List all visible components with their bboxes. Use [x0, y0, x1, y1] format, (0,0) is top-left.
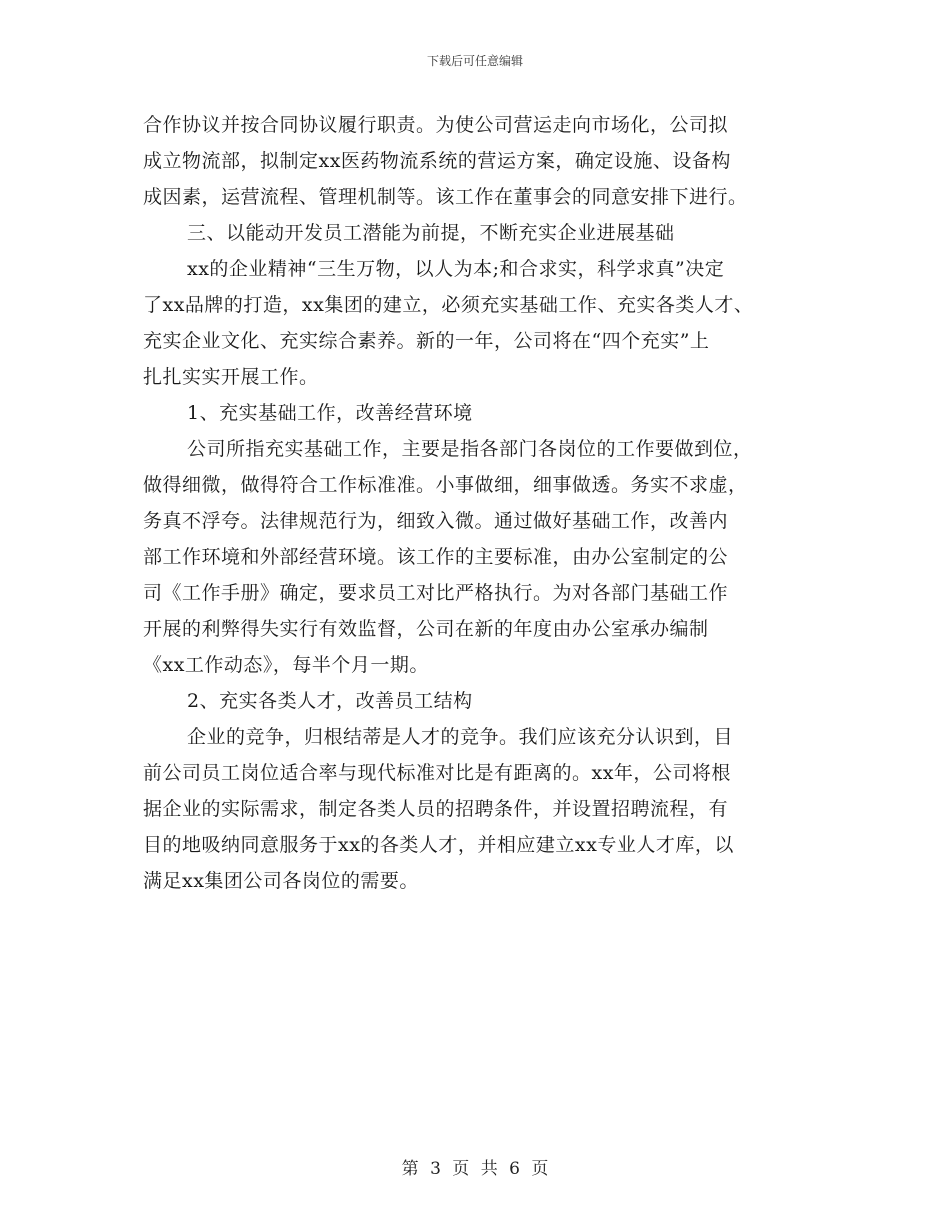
text-line: 部工作环境和外部经营环境。该工作的主要标准，由办公室制定的公 — [143, 546, 729, 568]
text-line: 据企业的实际需求，制定各类人员的招聘条件，并设置招聘流程，有 — [143, 798, 729, 820]
text-line: 1、充实基础工作，改善经营环境 — [187, 402, 473, 424]
text-line: 开展的利弊得失实行有效监督，公司在新的年度由办公室承办编制 — [143, 618, 709, 640]
text-line: 充实企业文化、充实综合素养。新的一年，公司将在“四个充实”上 — [143, 330, 710, 352]
page-header: 下载后可任意编辑 — [426, 54, 523, 68]
text-line: 三、以能动开发员工潜能为前提，不断充实企业进展基础 — [187, 222, 675, 244]
page-footer: 第 3 页 共 6 页 — [401, 1159, 549, 1179]
text-line: 公司所指充实基础工作，主要是指各部门各岗位的工作要做到位， — [187, 438, 753, 460]
text-line: 2、充实各类人才，改善员工结构 — [187, 690, 473, 712]
text-line: 成立物流部，拟制定xx医药物流系统的营运方案，确定设施、设备构 — [143, 150, 731, 172]
text-line: 了xx品牌的打造，xx集团的建立，必须充实基础工作、充实各类人才、 — [143, 294, 754, 316]
text-line: 满足xx集团公司各岗位的需要。 — [143, 870, 419, 892]
text-line: 前公司员工岗位适合率与现代标准对比是有距离的。xx年，公司将根 — [143, 762, 731, 784]
text-line: 司《工作手册》确定，要求员工对比严格执行。为对各部门基础工作 — [143, 582, 729, 604]
document-body — [143, 107, 823, 899]
text-line: 扎扎实实开展工作。 — [143, 366, 319, 388]
text-line: 《xx工作动态》，每半个月一期。 — [143, 654, 429, 676]
text-line: xx的企业精神“三生万物，以人为本;和合求实，科学求真”决定 — [187, 258, 725, 280]
text-line: 企业的竞争，归根结蒂是人才的竞争。我们应该充分认识到，目 — [187, 726, 734, 748]
text-line: 做得细微，做得符合工作标准准。小事做细，细事做透。务实不求虚， — [143, 474, 748, 496]
text-line: 务真不浮夸。法律规范行为，细致入微。通过做好基础工作，改善内 — [143, 510, 729, 532]
text-line: 目的地吸纳同意服务于xx的各类人才，并相应建立xx专业人才库，以 — [143, 834, 734, 856]
text-line: 成因素，运营流程、管理机制等。该工作在董事会的同意安排下进行。 — [143, 186, 748, 208]
text-line: 合作协议并按合同协议履行职责。为使公司营运走向市场化，公司拟 — [143, 114, 729, 136]
